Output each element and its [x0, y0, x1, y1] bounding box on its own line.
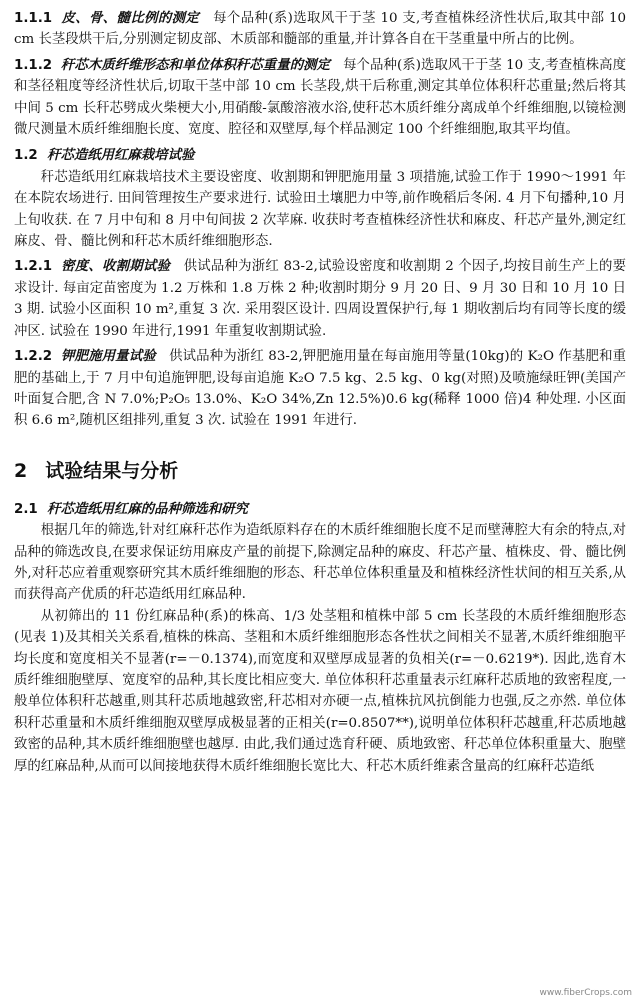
section-1-1-2 [14, 55, 626, 141]
section-1-1-1 [14, 8, 626, 51]
section-number: 1.1.1 [14, 11, 53, 26]
section-2-heading [14, 456, 626, 483]
section-2-1-paragraph-1: 根据几年的筛选,针对红麻秆芯作为造纸原料存在的木质纤维细胞长度不足而壁薄腔大有余的特点,对品种的筛选改良,在要求保证纺用麻皮产量的前提下,除测定品种的麻皮、秆芯产量、植株皮、骨、髓比例外,对秆芯应着重观察研究其木质纤维细胞的形态、秆芯单位体积重量及和植株经济性状间的相互关系,从而获得高产优质的秆芯造纸用红麻品种. [14, 523, 626, 603]
section-title: 试验结果与分析 [45, 459, 179, 482]
section-number: 2.1 [14, 501, 38, 517]
section-body: 每个品种(系)选取风干于茎 10 支,考查植株高度和茎径粗度等经济性状后,切取干茎中部 10 cm 长茎段,烘干后称重,测定其单位体积秆芯重量;然后将其中间 5 cm 长秆芯劈成火柴梗大小,用硝酸-氯酸溶液水浴,使秆芯木质纤维分离成单个纤维细胞,以镜检测微尺测量木质纤维细胞长度、宽度、腔径和双壁厚,每个样品测定 100 个纤维细胞,取其平均值。 [14, 57, 626, 138]
section-body: 供试品种为浙红 83-2,钾肥施用量在每亩施用等量(10kg)的 K₂O 作基肥和重肥的基础上,于 7 月中旬追施钾肥,设每亩追施 K₂O 7.5 kg、2.5 kg、0 kg(对照)及喷施绿旺钾(美国产叶面复合肥,含 N 7.0%;P₂O₅ 13.0%、K₂O 34%,Zn 12.5%)0.6 kg(稀释 1000 倍)4 种处理. 小区面积 6.6 m²,随机区组排列,重复 3 次. 试验在 1991 年进行. [14, 349, 627, 429]
section-1-2-1 [14, 256, 626, 342]
section-title: 密度、收割期试验 [61, 258, 171, 275]
section-number: 1.2.2 [14, 349, 53, 365]
section-number: 1.2.1 [14, 259, 53, 275]
section-2-1-paragraph-2: 从初筛出的 11 份红麻品种(系)的株高、1/3 处茎粗和植株中部 5 cm 长茎段的木质纤维细胞形态(见表 1)及其相关关系看,植株的株高、茎粗和木质纤维细胞形态各性状之间相关不显著,木质纤维细胞平均长度和宽度相关不显著(r=－0.1374),而宽度和双壁厚成显著的负相关(r=－0.6219*). 因此,选育木质纤维细胞壁厚、宽度窄的品种,其长度比相应变大. 单位体积秆芯重量表示红麻秆芯质地的致密程度,一般单位体积秆芯越重,则其秆芯质地越致密,秆芯相对亦硬一点,植株抗风抗倒能力也强,反之亦然. 单位体积秆芯重量和木质纤维细胞双壁厚成极显著的正相关(r=0.8507**),说明单位体积秆芯越重,秆芯质地越致密的品种,其木质纤维细胞壁也越厚. 由此,我们通过选育秆硬、质地致密、秆芯单位体积重量大、胞壁厚的红麻品种,从而可以间接地获得木质纤维细胞长宽比大、秆芯木质纤维素含量高的红麻秆芯造纸 [14, 608, 626, 774]
section-title: 钾肥施用量试验 [60, 348, 156, 365]
section-body: 供试品种为浙红 83-2,试验设密度和收割期 2 个因子,均按目前生产上的要求设计. 每亩定苗密度为 1.2 万株和 1.8 万株 2 种;收割时期分 9 月 20 日、9 月 30 日和 10 月 10 日 3 期. 试验小区面积 10 m²,重复 3 次. 采用裂区设计. 四周设置保护行,每 1 期收割后均有同等长度的缓冲区. 试验在 1990 年进行,1991 年重复收割期试验. [14, 259, 627, 339]
section-title: 秆芯造纸用红麻栽培试验 [47, 147, 195, 164]
section-number: 2 [14, 459, 28, 482]
section-1-2-2 [14, 346, 626, 432]
section-number: 1.2 [14, 148, 38, 164]
section-number: 1.1.2 [14, 57, 53, 73]
watermark: www.fiberCrops.com [539, 988, 632, 998]
section-2-1-heading [14, 499, 626, 520]
section-title: 秆芯造纸用红麻的品种筛选和研究 [47, 500, 248, 517]
section-title: 秆芯木质纤维形态和单位体积秆芯重量的测定 [60, 56, 331, 73]
section-1-2-heading [14, 145, 626, 166]
section-body: 每个品种(系)选取风干于茎 10 支,考查植株经济性状后,取其中部 10 cm 长茎段烘干后,分别测定韧皮部、木质部和髓部的重量,并计算各自在干茎重量中所占的比例。 [14, 11, 627, 48]
section-title: 皮、骨、髓比例的测定 [61, 10, 200, 26]
section-1-2-body: 秆芯造纸用红麻栽培技术主要设密度、收割期和钾肥施用量 3 项措施,试验工作于 1990～1991 年在本院农场进行. 田间管理按生产要求进行. 试验田土壤肥力中等,前作晚稻后冬闲. 4 月下旬播种,10 月上旬收获. 在 7 月中旬和 8 月中旬间拔 2 次苹麻. 收获时考查植株经济性状和麻皮、秆芯产量外,测定红麻皮、骨、髓比例和秆芯木质纤维细胞形态. [14, 169, 626, 250]
